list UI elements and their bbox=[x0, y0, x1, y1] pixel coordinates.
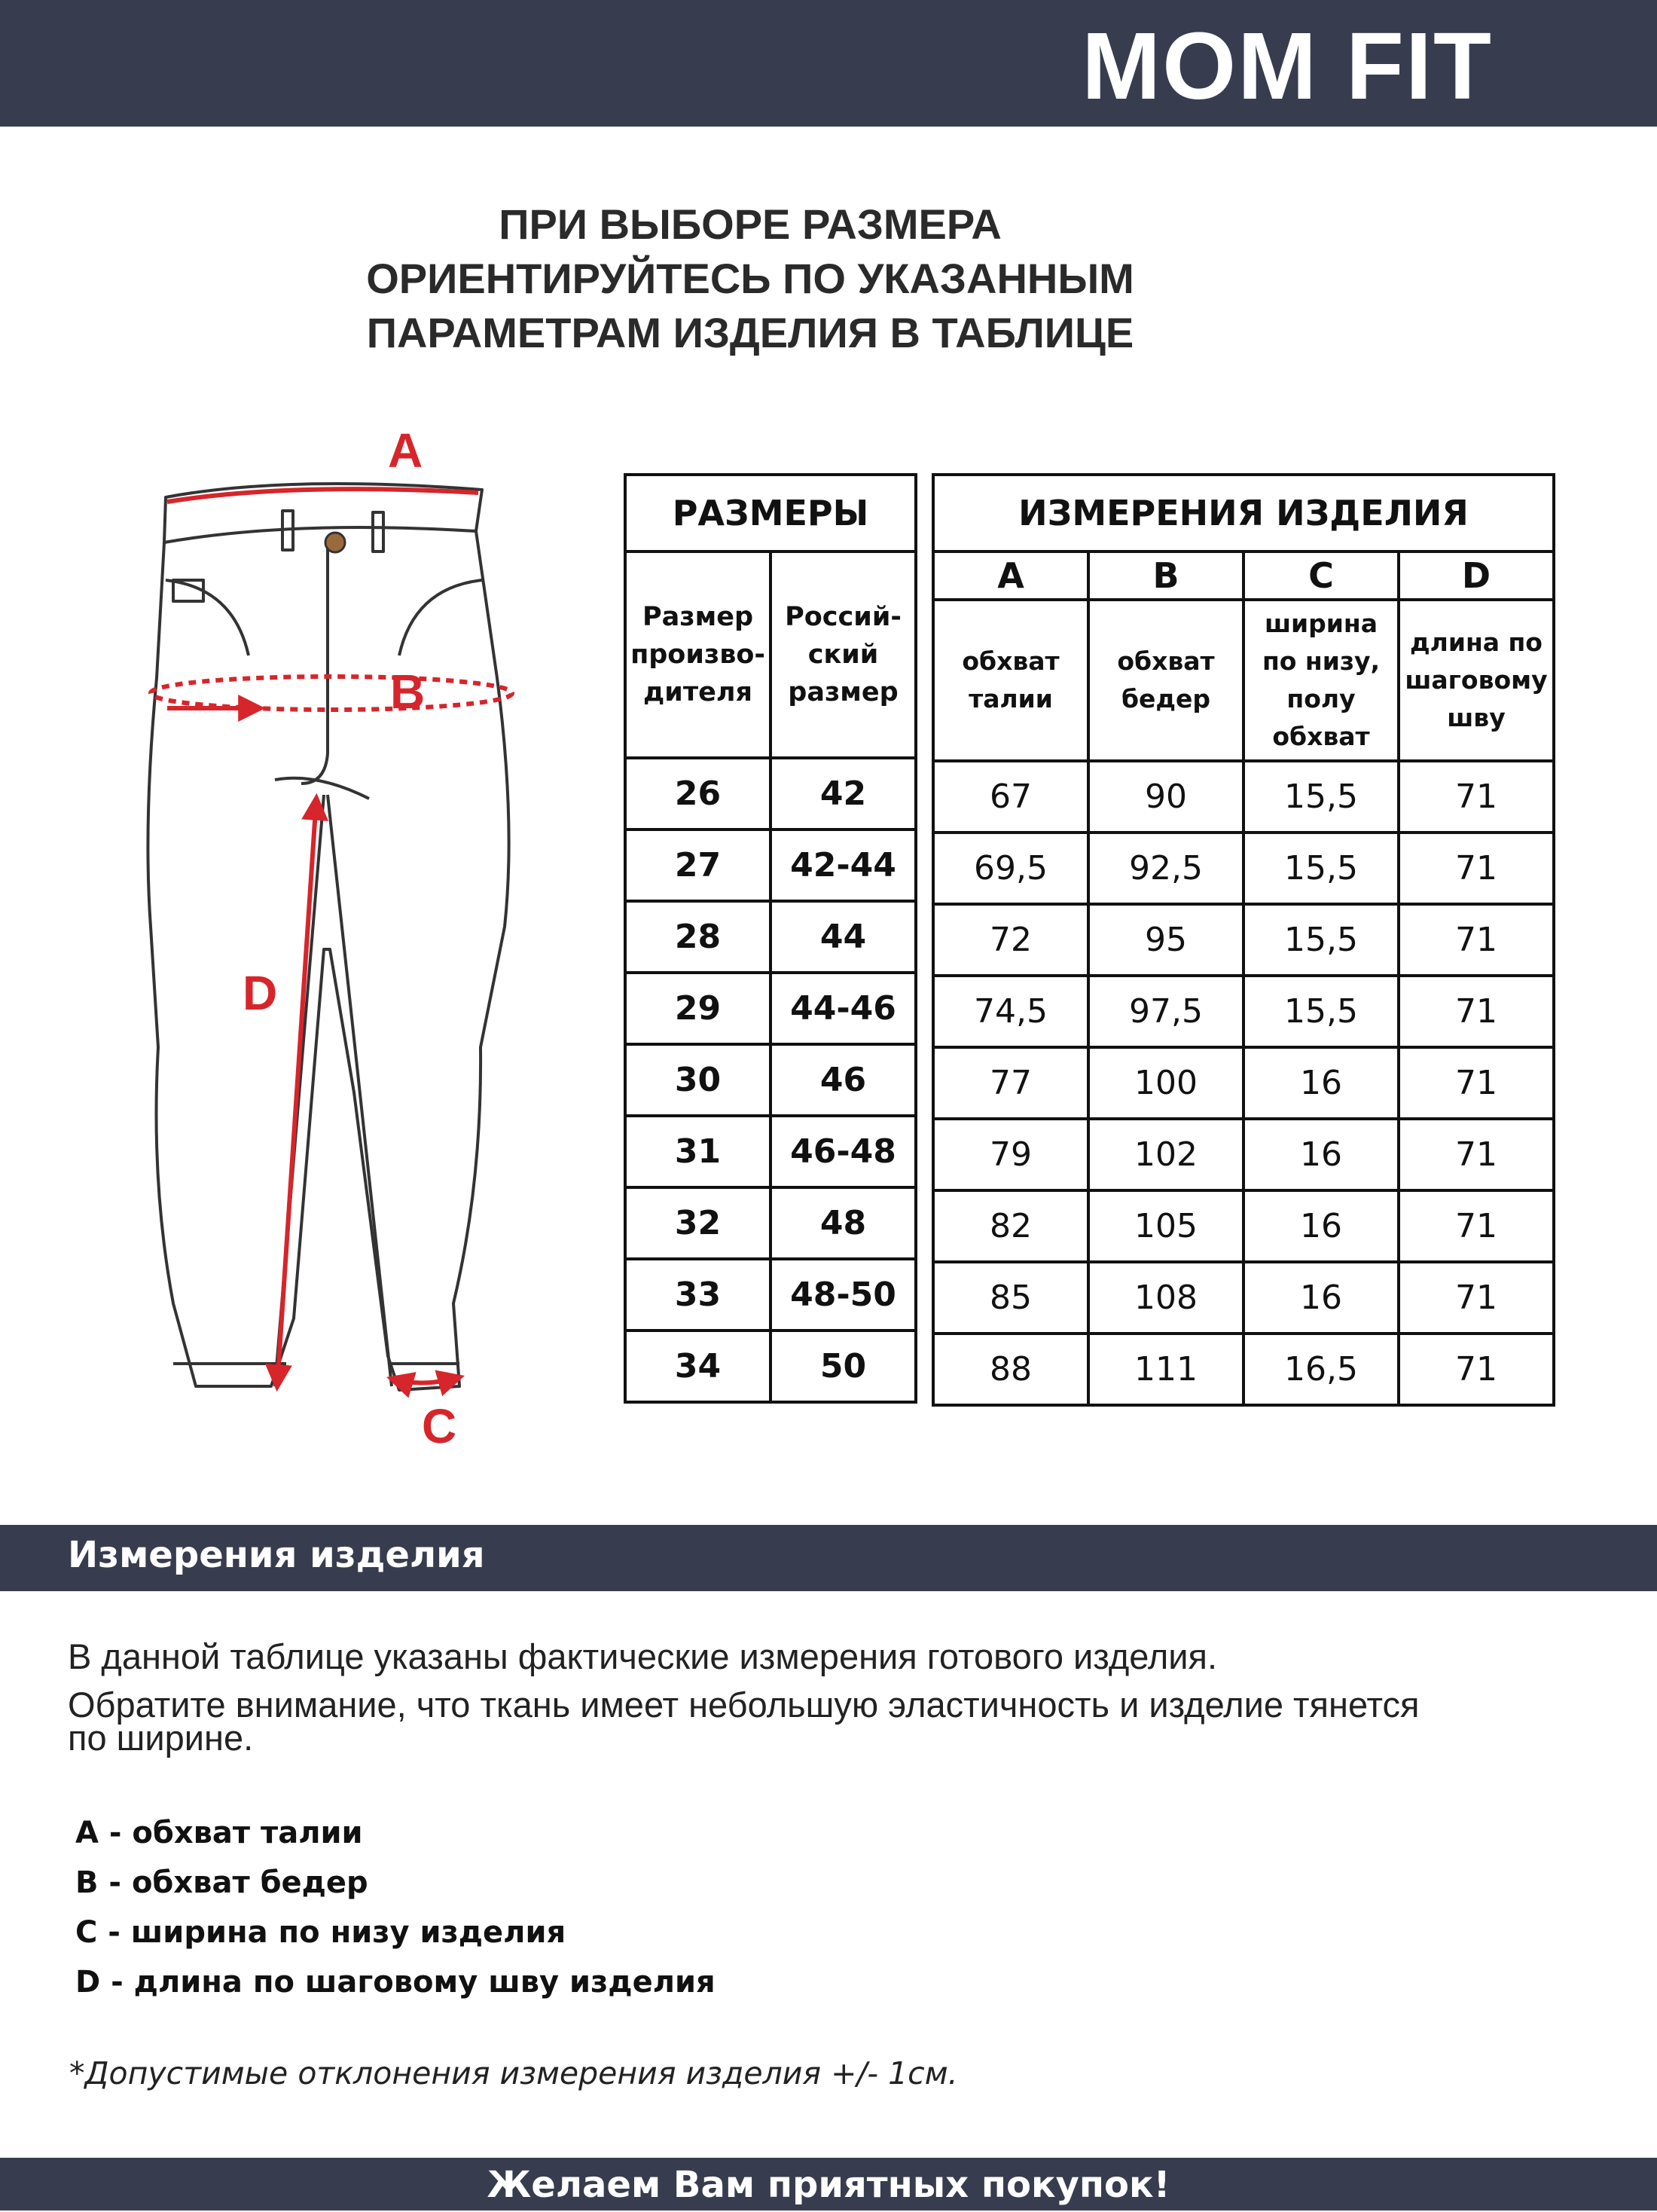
section-banner bbox=[0, 1525, 1657, 1591]
col-desc-c: ширина по низу, полу обхват bbox=[1244, 600, 1399, 761]
ru-size-cell: 46 bbox=[771, 1044, 916, 1116]
left-pocket bbox=[166, 580, 249, 655]
ru-size-cell: 48 bbox=[771, 1187, 916, 1259]
table-row bbox=[625, 1044, 916, 1116]
table-row bbox=[933, 904, 1554, 976]
fly-line bbox=[301, 542, 328, 784]
legend-item: A - обхват талии bbox=[75, 1816, 363, 1850]
footer-banner bbox=[0, 2158, 1657, 2210]
maker-size-cell: 32 bbox=[625, 1187, 771, 1259]
measure-d-cell: 71 bbox=[1399, 1334, 1554, 1405]
measure-d-cell: 71 bbox=[1399, 761, 1554, 833]
table-row bbox=[933, 1047, 1554, 1119]
table-row bbox=[625, 1259, 916, 1331]
measure-c-cell: 15,5 bbox=[1244, 904, 1399, 976]
measure-c-cell: 16 bbox=[1244, 1047, 1399, 1119]
ru-size-cell: 42 bbox=[771, 758, 916, 830]
measure-d-cell: 71 bbox=[1399, 833, 1554, 904]
measure-a-cell: 77 bbox=[933, 1047, 1088, 1119]
maker-size-cell: 27 bbox=[625, 830, 771, 901]
headline-line: ПРИ ВЫБОРЕ РАЗМЕРА bbox=[499, 200, 1002, 248]
measure-a-cell: 88 bbox=[933, 1334, 1088, 1405]
belt-loop bbox=[373, 512, 383, 551]
measure-b-cell: 111 bbox=[1088, 1334, 1244, 1405]
measure-c-cell: 15,5 bbox=[1244, 976, 1399, 1047]
ru-size-cell: 46-48 bbox=[771, 1116, 916, 1187]
measure-d-cell: 71 bbox=[1399, 1119, 1554, 1190]
table-row bbox=[625, 1331, 916, 1402]
info-paragraph: по ширине. bbox=[68, 1718, 254, 1758]
col-letter-a: A bbox=[933, 551, 1088, 600]
measure-d-cell: 71 bbox=[1399, 976, 1554, 1047]
table-row bbox=[933, 1119, 1554, 1190]
legend-item: D - длина по шаговому шву изделия bbox=[75, 1965, 716, 2000]
col-letter-d: D bbox=[1399, 551, 1554, 600]
info-paragraph: Обратите внимание, что ткань имеет небольшую эластичность и изделие тянется bbox=[68, 1685, 1420, 1725]
table-row bbox=[933, 1190, 1554, 1262]
col-letter-c: C bbox=[1244, 551, 1399, 600]
table-row bbox=[625, 973, 916, 1044]
ru-size-cell: 50 bbox=[771, 1331, 916, 1402]
measure-d-cell: 71 bbox=[1399, 1047, 1554, 1119]
measure-c-cell: 16 bbox=[1244, 1190, 1399, 1262]
col-desc-d: длина по шаговому шву bbox=[1399, 600, 1554, 761]
maker-size-cell: 29 bbox=[625, 973, 771, 1044]
measure-b-cell: 90 bbox=[1088, 761, 1244, 833]
crotch-line bbox=[275, 778, 369, 799]
measurements-header: ИЗМЕРЕНИЯ ИЗДЕЛИЯ bbox=[933, 475, 1554, 551]
label-d: D bbox=[243, 966, 278, 1020]
maker-size-cell: 33 bbox=[625, 1259, 771, 1331]
table-row bbox=[625, 758, 916, 830]
ru-size-header: Россий-ский размер bbox=[771, 551, 916, 758]
measure-b-cell: 92,5 bbox=[1088, 833, 1244, 904]
measure-c-cell: 15,5 bbox=[1244, 761, 1399, 833]
table-row bbox=[933, 833, 1554, 904]
maker-size-cell: 28 bbox=[625, 901, 771, 973]
footer-text: Желаем Вам приятных покупок! bbox=[487, 2164, 1170, 2206]
measure-c-cell: 15,5 bbox=[1244, 833, 1399, 904]
headline-line: ОРИЕНТИРУЙТЕСЬ ПО УКАЗАННЫМ bbox=[366, 255, 1134, 302]
section-title: Измерения изделия bbox=[68, 1534, 485, 1576]
measure-c-cell: 16,5 bbox=[1244, 1334, 1399, 1405]
measure-a-cell: 67 bbox=[933, 761, 1088, 833]
ru-size-cell: 48-50 bbox=[771, 1259, 916, 1331]
measure-b-cell: 105 bbox=[1088, 1190, 1244, 1262]
measure-d-cell: 71 bbox=[1399, 1262, 1554, 1334]
table-row bbox=[625, 830, 916, 901]
col-desc-a: обхват талии bbox=[933, 600, 1088, 761]
measure-b-cell: 95 bbox=[1088, 904, 1244, 976]
maker-size-header: Размер произво-дителя bbox=[625, 551, 771, 758]
measure-b-line bbox=[151, 677, 512, 710]
legend-item: C - ширина по низу изделия bbox=[75, 1915, 566, 1950]
label-a: A bbox=[388, 429, 423, 478]
measure-c-line bbox=[392, 1377, 459, 1383]
table-row bbox=[625, 1187, 916, 1259]
label-b: B bbox=[390, 665, 426, 719]
measure-b-cell: 108 bbox=[1088, 1262, 1244, 1334]
measurements-table bbox=[932, 473, 1555, 1407]
maker-size-cell: 30 bbox=[625, 1044, 771, 1116]
measure-a-cell: 74,5 bbox=[933, 976, 1088, 1047]
measure-c-cell: 16 bbox=[1244, 1119, 1399, 1190]
tolerance-note: *Допустимые отклонения измерения изделия +/- 1см. bbox=[69, 2055, 958, 2091]
ru-size-cell: 44 bbox=[771, 901, 916, 973]
table-row bbox=[933, 761, 1554, 833]
maker-size-cell: 34 bbox=[625, 1331, 771, 1402]
measure-b-cell: 102 bbox=[1088, 1119, 1244, 1190]
right-pocket bbox=[399, 580, 482, 655]
sizes-table bbox=[624, 473, 917, 1404]
top-banner bbox=[0, 0, 1657, 127]
label-c: C bbox=[422, 1399, 457, 1453]
measure-b-cell: 97,5 bbox=[1088, 976, 1244, 1047]
measure-a-cell: 79 bbox=[933, 1119, 1088, 1190]
measure-d-cell: 71 bbox=[1399, 1190, 1554, 1262]
ru-size-cell: 44-46 bbox=[771, 973, 916, 1044]
table-row bbox=[625, 901, 916, 973]
table-row bbox=[625, 1116, 916, 1187]
brand-title: MOM FIT bbox=[1082, 13, 1493, 119]
measure-a-cell: 82 bbox=[933, 1190, 1088, 1262]
measure-d-cell: 71 bbox=[1399, 904, 1554, 976]
measure-a-cell: 85 bbox=[933, 1262, 1088, 1334]
jeans-drawing bbox=[128, 429, 550, 1469]
table-row bbox=[933, 1262, 1554, 1334]
measure-c-cell: 16 bbox=[1244, 1262, 1399, 1334]
button-icon bbox=[325, 533, 345, 552]
legend-item: B - обхват бедер bbox=[75, 1865, 368, 1900]
headline bbox=[0, 197, 1657, 360]
info-paragraph: В данной таблице указаны фактические измерения готового изделия. bbox=[68, 1636, 1218, 1676]
measure-a-cell: 69,5 bbox=[933, 833, 1088, 904]
col-desc-b: обхват бедер bbox=[1088, 600, 1244, 761]
right-inseam bbox=[328, 795, 392, 1386]
headline-line: ПАРАМЕТРАМ ИЗДЕЛИЯ В ТАБЛИЦЕ bbox=[366, 309, 1134, 356]
ru-size-cell: 42-44 bbox=[771, 830, 916, 901]
measure-b-cell: 100 bbox=[1088, 1047, 1244, 1119]
table-row bbox=[933, 976, 1554, 1047]
sizes-header: РАЗМЕРЫ bbox=[625, 475, 916, 551]
maker-size-cell: 31 bbox=[625, 1116, 771, 1187]
measure-a-cell: 72 bbox=[933, 904, 1088, 976]
col-letter-b: B bbox=[1088, 551, 1244, 600]
table-row bbox=[933, 1334, 1554, 1405]
maker-size-cell: 26 bbox=[625, 758, 771, 830]
